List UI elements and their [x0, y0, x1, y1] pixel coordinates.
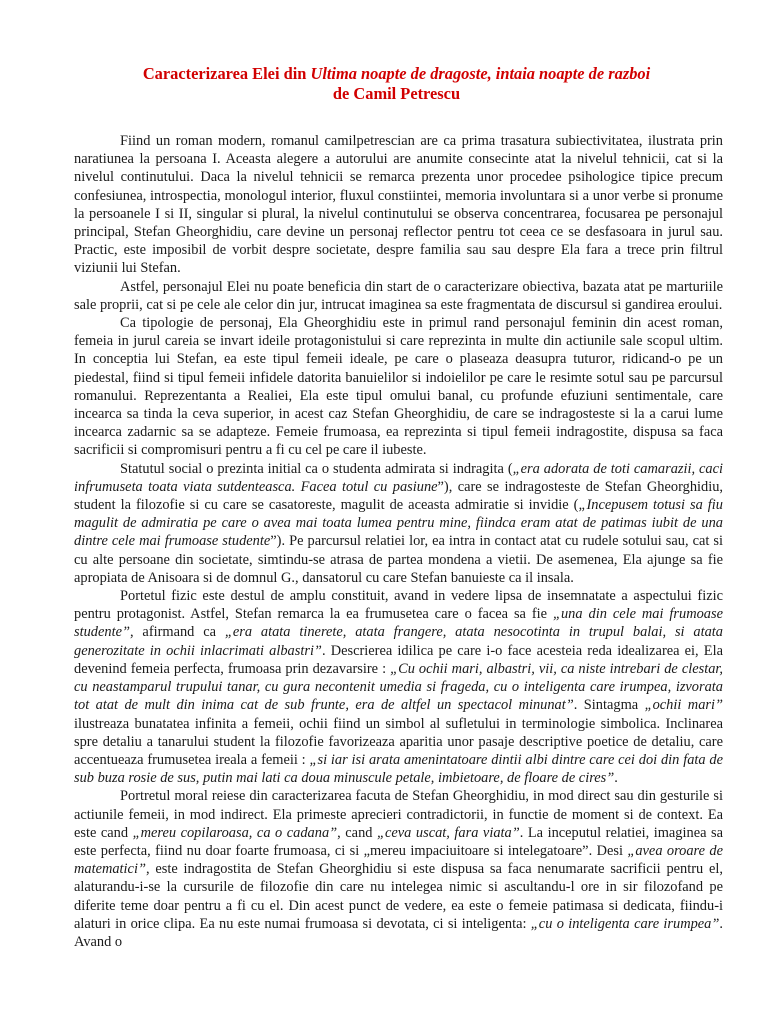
quote-segment: „una din cele mai frumoase studente”	[74, 606, 723, 641]
title-prefix: Caracterizarea Elei din	[142, 64, 311, 83]
quote-segment: „Incepusem totusi sa fiu magulit de admiratia pe care o avea mai toata lumea pentru mine, fiindca eram atat de patimas iubit de una dintre cele mai frumoase studente	[74, 497, 723, 550]
text-segment: Astfel, personajul Elei nu poate beneficia din start de o caracterizare obiectiva, bazata atat pe marturiile sale proprii, cat si pe cele ale celor din jur, intrucat imaginea sa este fragmentata de discursul si gandirea eroului.	[74, 278, 723, 313]
text-segment: Portetul fizic este destul de amplu constituit, avand in vedere lipsa de insemnatate a aspectului fizic pentru protagonist. Astfel, Stefan remarca la ea frumusetea care o facea sa fie	[74, 588, 723, 623]
quote-segment: „mereu copilaroasa, ca o cadana”	[132, 824, 338, 841]
text-segment: . Descrierea idilica pe care i-o face acesteia reda idealizarea ei, Ela devenind femeia perfecta, frumoasa prin dezavarsire :	[74, 642, 723, 677]
text-segment: Statutul social o prezinta initial ca o studenta admirata si indragita (	[120, 460, 513, 477]
paragraph	[74, 787, 723, 951]
quote-segment: „ceva uscat, fara viata”	[377, 824, 520, 841]
text-segment: . Sintagma	[573, 697, 645, 714]
quote-segment: „cu o inteligenta care irumpea”	[530, 915, 720, 932]
quote-segment: „si iar isi arata amenintatoare dintii albi dintre care cei doi din fata de sub buza rosie de sus, putin mai lati ca doua minuscule petale, imbietoare, de floare de cires”	[74, 751, 723, 787]
paragraph	[74, 314, 723, 460]
text-segment: Portretul moral reiese din caracterizarea facuta de Stefan Gheorghidiu, in mod direct sau din gesturile si actiunile femeii, in mod indirect. Ela primeste aprecieri contradictorii, in functie de moment si de context. Ea este cand	[74, 788, 723, 841]
text-segment: . Avand o	[74, 915, 723, 950]
paragraph	[74, 587, 723, 787]
text-segment: . La inceputul relatiei, imaginea sa este perfecta, fiind nu doar foarte frumoasa, ci si „mereu impaciuitoare si intelegatoare”. Desi	[74, 824, 723, 859]
title-novel-name: Ultima noapte de dragoste, intaia noapte de razboi	[310, 64, 651, 83]
quote-segment: „Cu ochii mari, albastri, vii, ca niste intrebari de clestar, cu neastamparul trupului tanar, cu gura necontenit umedia si frageda, cu o inteligenta care irumpea, izvorata tot atat de mult din inima cat de sub frunte, era de altfel un spectacol minunat”	[74, 660, 723, 714]
text-segment: , cand	[337, 824, 377, 841]
quote-segment: „era adorata de toti camarazii, caci infrumuseta toata viata sutdenteasca. Facea totul cu pasiune	[74, 460, 723, 495]
text-segment: Fiind un roman modern, romanul camilpetrescian are ca prima trasatura subiectivitatea, ilustrata prin naratiunea la persoana I. Aceasta alegere a autorului are anumite consecinte atat la nivelul tehnicii, cat si la nivelul continutului. Daca la nivelul tehnicii se remarca prezenta unor procedee psihologice tipice precum confesiunea, introspectia, monologul interior, fluxul constiintei, memoria involuntara si a unor verbe si pronume la persoanele I si II, singular si plural, la nivelul continutului se observa concentrarea, focusarea pe personajul principal, Stefan Gheorghidiu, care devine un personaj reflector pentru tot ceea ce se desfasoara in jurul sau. Practic, este imposibil de vorbit despre societate, despre familia sau sau despre Ela fara a trece prin filtrul viziunii lui Stefan.	[74, 133, 723, 277]
text-segment: ilustreaza bunatatea infinita a femeii, ochii fiind un simbol al sufletului in terminologie simbolica. Inclinarea spre detaliu a tanarului student la filozofie favorizeaza aparitia unor pasaje descriptive poetice de detaliu, care accentueaza frumusetea ireala a femeii :	[74, 715, 723, 768]
title-author: de Camil Petrescu	[332, 84, 461, 103]
text-segment: ”), care se indragosteste de Stefan Gheorghidiu, student la filozofie si cu care se casatoreste, magulit de aceasta admiratie si invidie (	[74, 478, 723, 514]
document-body	[74, 132, 723, 951]
quote-segment: „era atata tinerete, atata frangere, atata nesocotinta in trupul balai, si atata generozitate in ochii inlacrimati albastri”	[74, 624, 723, 659]
paragraph	[74, 278, 723, 314]
document-title	[70, 64, 723, 104]
text-segment: , afirmand ca	[129, 624, 225, 641]
text-segment: ”). Pe parcursul relatiei lor, ea intra in contact atat cu rudele sotului sau, cat si cu alte persoane din societate, simtindu-se atrasa de partea mondena a vietii. De asemenea, Ela ajunge sa fie apropiata de Anisoara si de domnul G., dansatorul cu care Stefan banuieste ca il insala.	[74, 533, 723, 586]
title-line-1	[70, 64, 723, 84]
quote-segment: „avea oroare de matematici”	[74, 842, 723, 878]
paragraph	[74, 132, 723, 278]
text-segment: , este indragostita de Stefan Gheorghidiu si este dispusa sa faca nenumarate sacrificii pentru el, alaturandu-i-se la cursurile de filozofie din care nu intelegea nimic si ascultandu-l ore in sir filozofand pe diferite teme doar pentru a fi cu el. Din acest punct de vedere, ea este o femeie patimasa si dedicata, fiindu-i alaturi in orice clipa. Ea nu este numai frumoasa si devotata, ci si inteligenta:	[74, 861, 723, 932]
text-segment: Ca tipologie de personaj, Ela Gheorghidiu este in primul rand personajul feminin din acest roman, femeia in jurul careia se invart ideile protagonistului si care reprezinta in multe din actiunile sale scopul ultim. In conceptia lui Stefan, ea este tipul femeii ideale, pe care o plaseaza deasupra tuturor, ridicand-o pe un piedestal, fiind si tipul femeii infidele datorita banuielilor si indoielilor pe care le resimte sotul sau pe parcursul romanului. Reprezentanta a Realiei, Ela este tipul omului banal, cu profunde efuziuni sentimentale, care incearca sa tinda la ceva superior, in acest caz Stefan Gheorghidiu, de care se indragosteste si la a carui lume incearca zadarnic sa se adapteze. Femeie frumoasa, ea reprezinta si tipul femeii indragostite, dispusa sa faca sacrificii si compromisuri pentru a fi cu cel pe care il iubeste.	[74, 315, 723, 459]
quote-segment: „ochii mari”	[644, 697, 723, 714]
text-segment: .	[614, 770, 618, 787]
paragraph	[74, 460, 723, 587]
